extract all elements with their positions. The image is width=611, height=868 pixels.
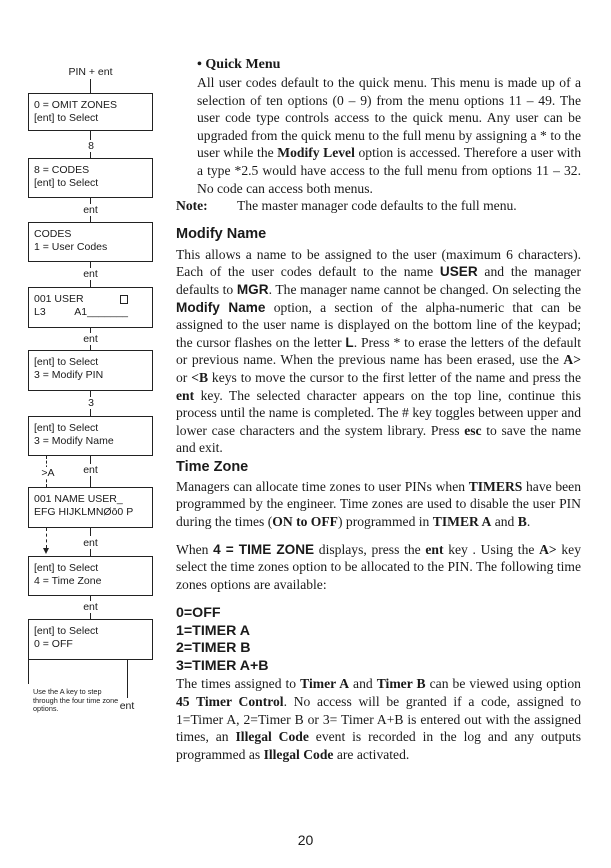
time-zone-option: 2=TIMER B	[176, 640, 251, 657]
modify-name-heading: Modify Name	[176, 225, 267, 242]
flow-box-line: [ent] to Select	[34, 112, 99, 124]
flow-note: Use the A key to step through the four time zone options.	[33, 687, 119, 714]
quick-menu-note: Note: The master manager code defaults to the full menu.	[176, 198, 517, 214]
flow-box-line: [ent] to Select	[34, 177, 99, 189]
flow-link-label: 8	[84, 140, 98, 152]
cursor-block-icon	[120, 295, 128, 304]
flow-box-line: 3 = Modify PIN	[34, 369, 104, 381]
flow-connector	[90, 528, 91, 536]
flow-link-label: 3	[84, 397, 98, 409]
flow-box-codes	[28, 158, 153, 198]
flow-connector	[90, 456, 91, 464]
time-zone-option: 3=TIMER A+B	[176, 657, 269, 674]
flow-start-label: PIN + ent	[68, 66, 113, 78]
flow-connector	[90, 549, 91, 556]
time-zone-option: 0=OFF	[176, 605, 221, 622]
flow-connector	[90, 79, 91, 93]
flow-box-line: [ent] to Select	[34, 422, 99, 434]
flow-box-line: CODES	[34, 228, 72, 240]
flow-box-line: 0 = OFF	[34, 638, 73, 650]
flow-box-line: 001 NAME USER_	[34, 493, 123, 505]
flow-box-line: EFG HIJKLMNØō0 P	[34, 506, 134, 518]
flow-box-time-off	[28, 619, 153, 660]
modify-name-paragraph: This allows a name to be assigned to the user (maximum 6 characters). Each of the user codes default to the name USER and the manager defaults to MGR. The manager name cannot be changed. On selecting the Modify Name option, a section of the alpha-numeric that can be assigned to the user name is displayed on the bottom line of the keypad; the cursor flashes on the letter L. Press * to erase the letters of the default or previous name. When the previous name has been erased, use the A> or <B keys to move the cursor to the first letter of the name and press the ent key. The selected character appears on the top line, continue this process until the name is completed. The # key toggles between upper and lower case characters and the system library. Press esc to save the name and exit.	[176, 246, 582, 456]
flow-link-label: ent	[83, 601, 98, 613]
flow-box-line: 1 = User Codes	[34, 241, 108, 253]
page-number: 20	[297, 832, 314, 848]
text-column	[176, 56, 581, 763]
flow-box-modify-pin	[28, 350, 153, 391]
flow-link-label: ent	[83, 333, 98, 345]
flow-link-label: ent	[83, 464, 98, 476]
flow-box-time-zone	[28, 556, 153, 596]
flow-box-name-entry	[28, 487, 153, 528]
flow-box-line: [ent] to Select	[34, 625, 99, 637]
flow-link-label: ent	[83, 204, 98, 216]
flow-connector	[90, 476, 91, 487]
flow-box-line: 4 = Time Zone	[34, 575, 102, 587]
flow-connector	[127, 660, 128, 698]
flow-box-omit-zones	[28, 93, 153, 131]
flow-box-line: [ent] to Select	[34, 356, 99, 368]
timer-view-paragraph: The times assigned to Timer A and Timer B can be viewed using option 45 Timer Control. No access will be granted if a code, assigned to 1=Timer A, 2=Timer B or 3= Timer A+B is entered out with the assigned times, an Illegal Code event is recorded in the log and any outputs programmed as Illegal Code are activated.	[176, 676, 581, 762]
menu-flow-diagram	[0, 0, 170, 868]
quick-menu-heading: • Quick Menu	[197, 57, 281, 72]
flow-box-modify-name	[28, 416, 153, 456]
flow-box-line: [ent] to Select	[34, 562, 99, 574]
flow-box-line: 0 = OMIT ZONES	[34, 99, 117, 111]
flow-box-user-codes	[28, 222, 153, 262]
flow-link-label: ent	[83, 537, 98, 549]
time-zone-heading: Time Zone	[176, 458, 249, 475]
flow-box-line: 3 = Modify Name	[34, 435, 114, 447]
time-zone-option: 1=TIMER A	[176, 622, 250, 639]
flow-box-user	[28, 287, 153, 328]
flow-box-line	[34, 293, 152, 306]
flow-connector	[90, 280, 91, 287]
flow-connector	[28, 660, 29, 684]
flow-box-text: 001 USER	[34, 293, 84, 305]
time-zone-options	[176, 605, 581, 675]
quick-menu-paragraph: All user codes default to the quick menu. This menu is made up of a selection of ten options (0 – 9) from the menu options 11 – 49. The user code type controls access to the quick menu. Any user can be upgraded from the quick menu to the full menu by assigning a * to the user while the Modify Level option is accessed. Therefore a user with a type *2.5 would have access to the full menu from options 11 – 32. No code can access both menus.	[197, 75, 581, 196]
time-zone-usage-paragraph: When 4 = TIME ZONE displays, press the ent key . Using the A> key select the time zones option to be allocated to the PIN. The following time zones options are available:	[176, 541, 581, 592]
flow-link-label: ent	[83, 268, 98, 280]
flow-exit-label: ent	[119, 700, 135, 712]
flow-box-line: L3 A1_______	[34, 306, 128, 318]
time-zone-paragraph: Managers can allocate time zones to user PINs when TIMERS have been programmed by the engineer. Time zones are used to disable the user PIN during the times (ON to OFF) programmed in TIMER A and B.	[176, 478, 581, 530]
flow-box-line: 8 = CODES	[34, 164, 90, 176]
flow-side-label: >A	[38, 467, 58, 479]
